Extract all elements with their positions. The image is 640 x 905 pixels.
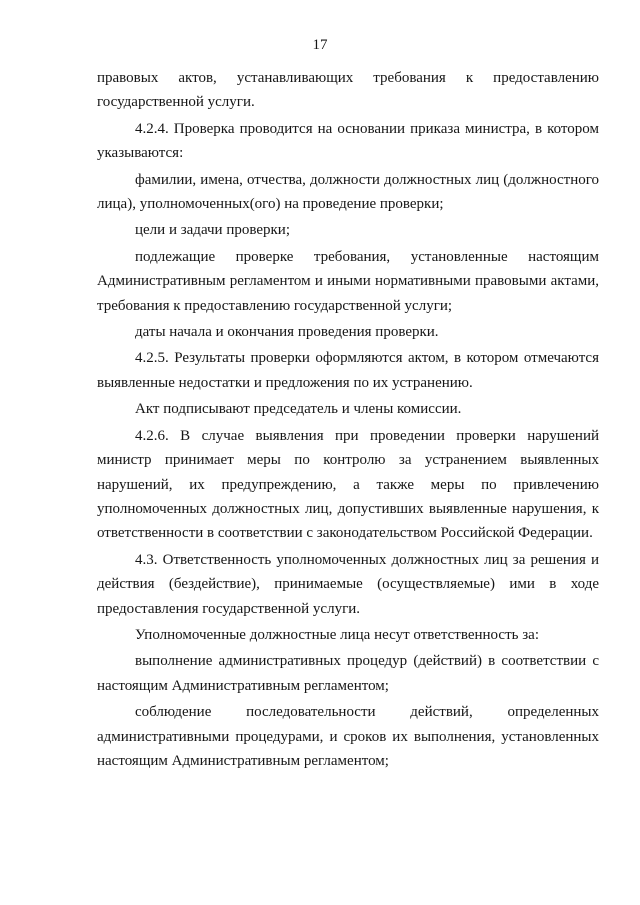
paragraph-4-2-6: 4.2.6. В случае выявления при проведении проверки нарушений министр принимает меры по контролю за устранением выявленных нарушений, их предупреждению, а также меры по привлечению уполномоченных должностных лиц, допустивших выявленные нарушения, к ответственности в соответствии с законодательством Российской Федерации. (97, 427, 599, 542)
list-item-procedures: выполнение административных процедур (действий) в соответствии с настоящим Административным регламентом; (97, 653, 599, 694)
list-item-names: фамилии, имена, отчества, должности должностных лиц (должностного лица), уполномоченных(ого) на проведение проверки; (97, 171, 599, 213)
list-item-requirements: подлежащие проверке требования, установленные настоящим Административным регламентом и иными нормативными правовыми актами, требования к предоставлению государственной услуги; (97, 248, 599, 314)
paragraph-4-3: 4.3. Ответственность уполномоченных должностных лиц за решения и действия (бездействие), принимаемые (осуществляемые) ими в ходе предоставления государственной услуги. (97, 551, 599, 617)
page-number: 17 (312, 37, 328, 53)
list-item-goals: цели и задачи проверки; (135, 222, 290, 239)
document-body (97, 66, 599, 775)
list-item-sequence: соблюдение последовательности действий, определенных административными процедурами, и сроков их выполнения, установленных настоящим Административным регламентом; (97, 704, 599, 769)
list-item-dates: даты начала и окончания проведения проверки. (135, 324, 439, 341)
paragraph-responsibility-intro: Уполномоченные должностные лица несут ответственность за: (135, 626, 539, 643)
paragraph-continuation: правовых актов, устанавливающих требования к предоставлению государственной услуги. (97, 70, 599, 111)
paragraph-act-signing: Акт подписывают председатель и члены комиссии. (135, 401, 462, 418)
paragraph-4-2-4: 4.2.4. Проверка проводится на основании приказа министра, в котором указываются: (97, 120, 599, 162)
paragraph-4-2-5: 4.2.5. Результаты проверки оформляются актом, в котором отмечаются выявленные недостатки и предложения по их устранению. (97, 350, 599, 391)
